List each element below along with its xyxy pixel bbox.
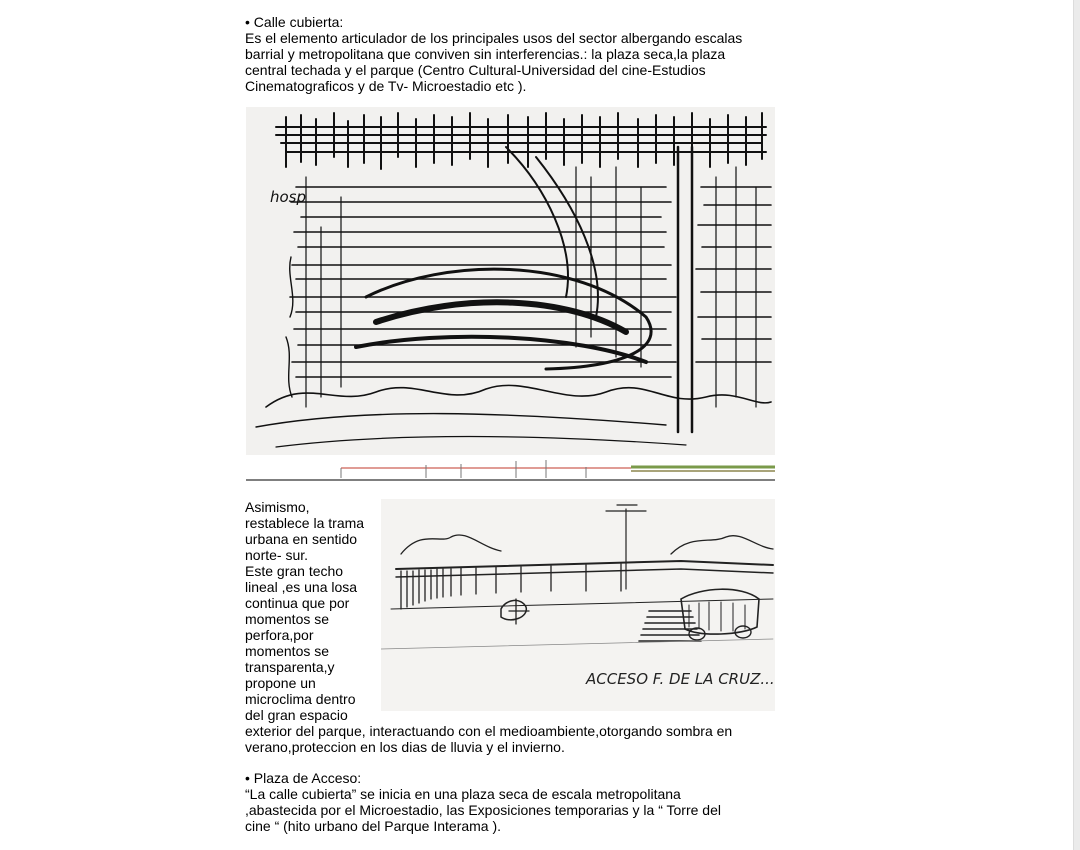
section-trama-urbana: [245, 499, 377, 723]
covered-street-sketch: [381, 499, 775, 711]
paragraph-line: exterior del parque, interactuando con el medioambiente,otorgando sombra en: [245, 723, 733, 739]
urban-section-sketch: [246, 107, 775, 455]
paragraph-line: cine “ (hito urbano del Parque Interama ).: [245, 818, 502, 834]
paragraph-line: urbana en sentido: [245, 531, 358, 547]
paragraph-line: ,abastecida por el Microestadio, las Exposiciones temporarias y la “ Torre del: [245, 802, 721, 818]
paragraph-line: propone un: [245, 675, 316, 691]
section-calle-cubierta: [245, 14, 775, 94]
paragraph-line: verano,proteccion en los dias de lluvia y el invierno.: [245, 739, 565, 755]
sketch-annotation: hosp: [270, 188, 307, 206]
paragraph-line: Cinematograficos y de Tv- Microestadio etc ).: [245, 78, 527, 94]
elevation-strip: [246, 455, 775, 483]
paragraph-line: norte- sur.: [245, 547, 309, 563]
paragraph-line: perfora,por: [245, 627, 314, 643]
paragraph-line: momentos se: [245, 611, 330, 627]
paragraph-line: lineal ,es una losa: [245, 579, 358, 595]
section-trama-urbana-continued: [245, 723, 775, 755]
scrollbar[interactable]: [1073, 0, 1080, 850]
paragraph-line: continua que por: [245, 595, 350, 611]
paragraph-line: Este gran techo: [245, 563, 344, 579]
sketch-annotation: ACCESO F. DE LA CRUZ...: [586, 670, 775, 688]
section-plaza-de-acceso: [245, 770, 775, 834]
paragraph-line: transparenta,y: [245, 659, 335, 675]
paragraph-line: central techada y el parque (Centro Cultural-Universidad del cine-Estudios: [245, 62, 706, 78]
paragraph-line: del gran espacio: [245, 707, 348, 723]
paragraph-line: Es el elemento articulador de los principales usos del sector albergando escalas: [245, 30, 743, 46]
paragraph-line: momentos se: [245, 643, 330, 659]
paragraph-line: Asimismo,: [245, 499, 310, 515]
paragraph-line: barrial y metropolitana que conviven sin interferencias.: la plaza seca,la plaza: [245, 46, 726, 62]
section-heading: • Calle cubierta:: [245, 14, 344, 30]
section-heading: • Plaza de Acceso:: [245, 770, 362, 786]
paragraph-line: “La calle cubierta” se inicia en una plaza seca de escala metropolitana: [245, 786, 681, 802]
paragraph-line: microclima dentro: [245, 691, 356, 707]
paragraph-line: restablece la trama: [245, 515, 365, 531]
